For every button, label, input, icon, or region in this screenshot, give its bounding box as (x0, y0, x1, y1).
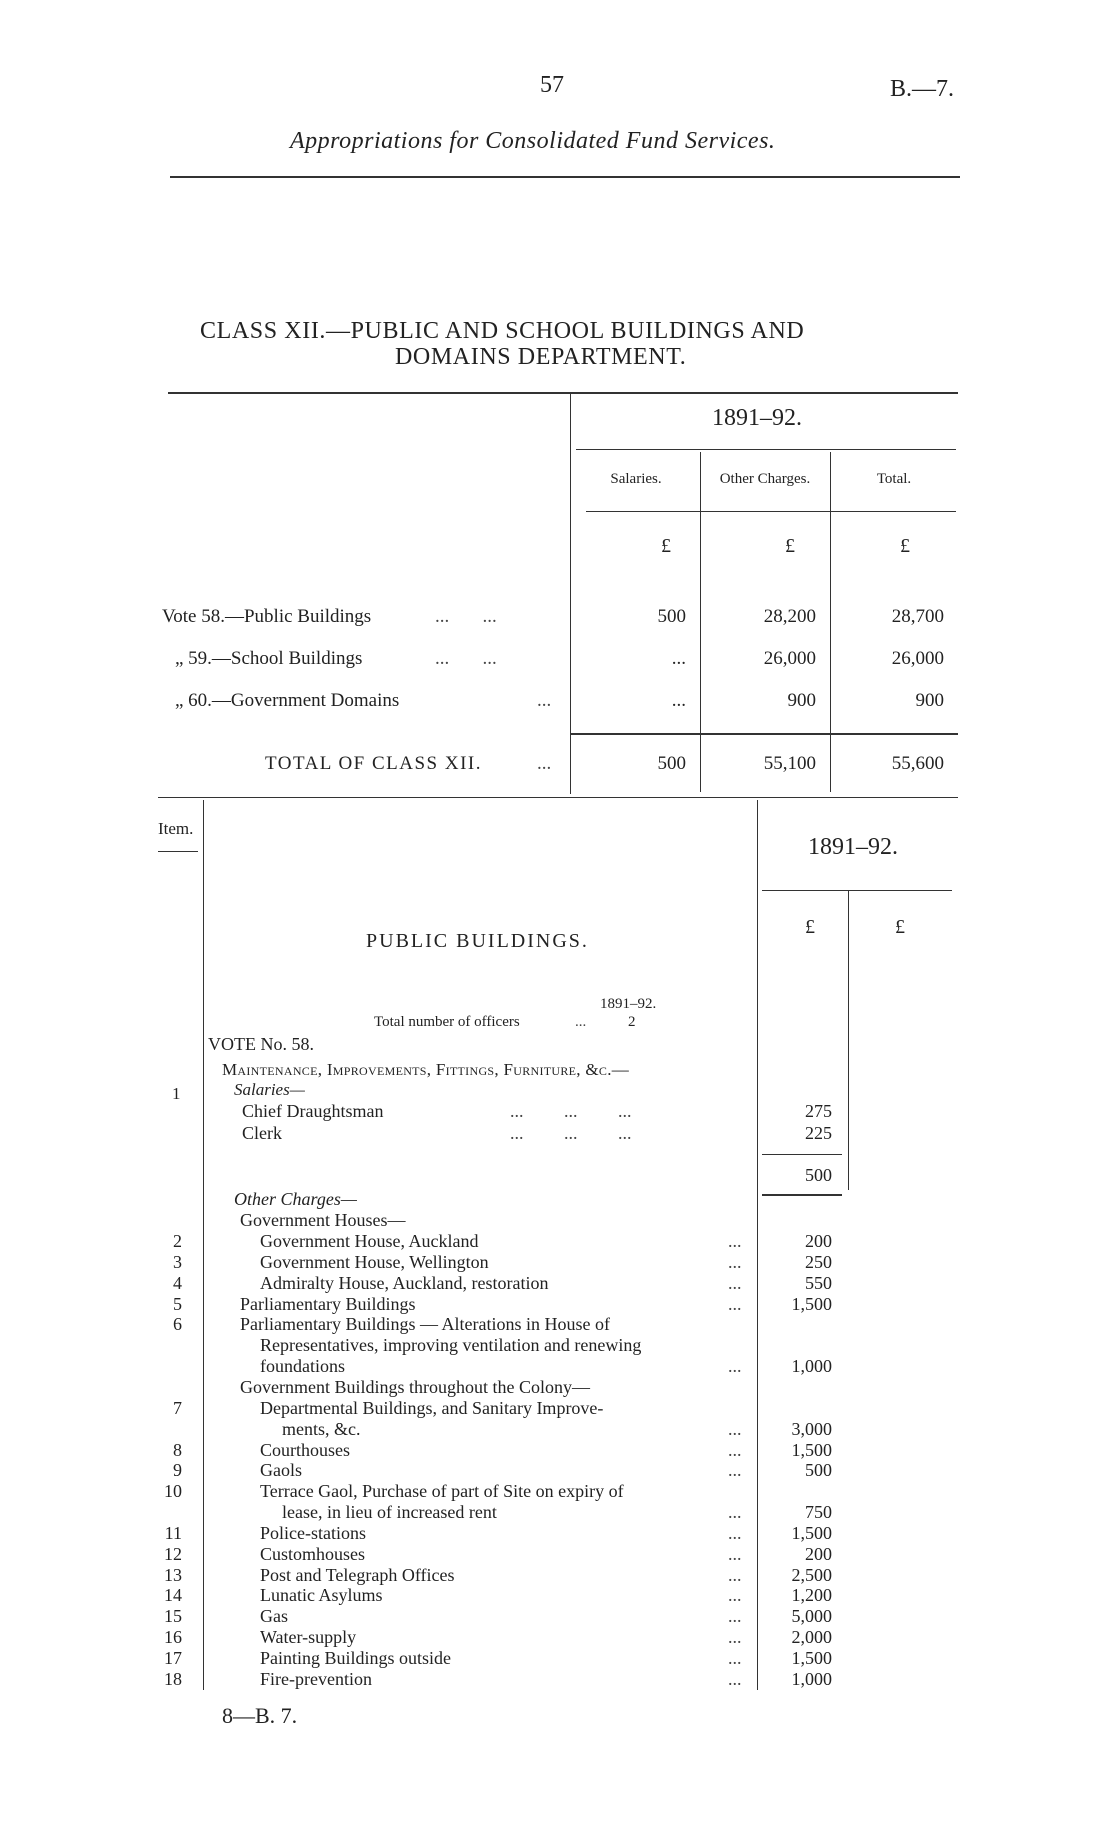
leader-dots: ... (728, 1294, 742, 1314)
summary-total: 28,700 (891, 606, 944, 627)
salary-amount: 275 (805, 1101, 832, 1121)
salary-amount: 225 (805, 1123, 832, 1143)
item-number: 9 (173, 1460, 182, 1480)
item-header-underline (158, 851, 198, 852)
item-column-rule (203, 800, 204, 1690)
line-item-amount: 1,000 (791, 1669, 832, 1689)
item-number: 14 (164, 1585, 182, 1605)
line-item-amount: 2,000 (791, 1627, 832, 1647)
officers-count: 2 (628, 1014, 636, 1030)
leader-dots: ... (575, 1014, 587, 1030)
detail-year-rule (762, 890, 952, 891)
item-number: 10 (164, 1481, 182, 1501)
item-number: 16 (164, 1627, 182, 1647)
summary-top-rule (168, 392, 958, 394)
leader-dots: ... (728, 1356, 742, 1376)
leader-dots: ... (728, 1565, 742, 1585)
item-number: 13 (164, 1565, 182, 1585)
line-item-text: foundations (260, 1356, 345, 1376)
line-item-text: Courthouses (260, 1440, 350, 1460)
other-charges-heading: Other Charges— (234, 1189, 357, 1209)
line-item-text: ments, &c. (282, 1419, 361, 1439)
summary-col-divider-1 (700, 452, 701, 792)
leader-dots: ... (728, 1523, 742, 1543)
page-number: 57 (540, 72, 564, 98)
summary-colheader-rule (586, 511, 956, 512)
item-number: 4 (173, 1273, 182, 1293)
item-column-header: Item. (158, 819, 194, 838)
line-item-amount: 550 (805, 1273, 832, 1293)
salaries-subtotal: 500 (805, 1165, 832, 1185)
line-item-amount: 500 (805, 1460, 832, 1480)
line-item-text: Departmental Buildings, and Sanitary Improve- (260, 1398, 604, 1418)
line-item-text: Parliamentary Buildings (240, 1294, 416, 1314)
summary-col-total: Total. (876, 471, 912, 487)
leader-dots: ... (537, 753, 552, 774)
line-item-amount: 3,000 (791, 1419, 832, 1439)
summary-other: 900 (787, 690, 816, 711)
government-houses-heading: Government Houses— (240, 1210, 406, 1230)
line-item-text: Government House, Auckland (260, 1231, 479, 1251)
summary-row-label: „ 60.—Government Domains (175, 690, 400, 711)
leader-dots: ... (537, 690, 552, 711)
leader-dots: ... (728, 1669, 742, 1689)
line-item-amount: 250 (805, 1252, 832, 1272)
line-item-text: Admiralty House, Auckland, restoration (260, 1273, 549, 1293)
leader-dots: ... (728, 1460, 742, 1480)
line-item-amount: 5,000 (791, 1606, 832, 1626)
line-item-text: Customhouses (260, 1544, 366, 1564)
summary-total-other: 55,100 (763, 753, 816, 774)
item-number: 17 (164, 1648, 182, 1668)
document-reference: B.—7. (890, 76, 955, 102)
summary-col-salaries: Salaries. (610, 471, 662, 487)
item-number: 11 (164, 1523, 182, 1543)
line-item-text: Water-supply (260, 1627, 357, 1647)
leader-dots: ... ... (435, 648, 497, 669)
line-item-amount: 1,000 (791, 1356, 832, 1376)
class-heading-line2: DOMAINS DEPARTMENT. (395, 344, 687, 370)
leader-dots: ... ... (435, 606, 497, 627)
line-item-text: Post and Telegraph Offices (260, 1565, 455, 1585)
line-item-text: Lunatic Asylums (260, 1585, 383, 1605)
item-number: 2 (173, 1231, 182, 1251)
line-item-text: lease, in lieu of increased rent (282, 1502, 497, 1522)
item-number: 6 (173, 1314, 182, 1334)
item-number: 15 (164, 1606, 182, 1626)
class-heading-line1: CLASS XII.—PUBLIC AND SCHOOL BUILDINGS AND (200, 318, 805, 344)
line-item-text: Parliamentary Buildings — Alterations in House of (240, 1314, 610, 1334)
salaries-subtotal-rule (762, 1154, 842, 1155)
summary-other: 28,200 (763, 606, 816, 627)
officers-label: Total number of officers (374, 1014, 520, 1030)
leader-dots: ... (728, 1627, 742, 1647)
header-rule (170, 176, 960, 178)
leader-dots: ... (728, 1648, 742, 1668)
summary-year-rule (576, 449, 956, 450)
leader-dots: ... (728, 1273, 742, 1293)
summary-total: 900 (915, 690, 944, 711)
item-number: 3 (173, 1252, 182, 1272)
summary-salaries: 500 (657, 606, 686, 627)
line-item-text: Fire-prevention (260, 1669, 372, 1689)
item-number: 5 (173, 1294, 182, 1314)
line-item-text: Government Buildings throughout the Colony— (240, 1377, 590, 1397)
summary-total-salaries: 500 (657, 753, 686, 774)
vote-number: VOTE No. 58. (208, 1034, 314, 1054)
summary-other: 26,000 (763, 648, 816, 669)
line-item-amount: 750 (805, 1502, 832, 1522)
summary-total-total: 55,600 (891, 753, 944, 774)
line-item-text: Gaols (260, 1460, 302, 1480)
line-item-amount: 1,200 (791, 1585, 832, 1605)
summary-row-label: „ 59.—School Buildings (175, 648, 363, 669)
salary-label: Clerk (242, 1123, 282, 1143)
summary-col-other: Other Charges. (719, 471, 811, 487)
section-title: PUBLIC BUILDINGS. (366, 930, 589, 952)
salaries-heading: Salaries— (234, 1080, 305, 1099)
leader-dots: ... (728, 1419, 742, 1439)
detail-year: 1891–92. (808, 834, 898, 860)
leader-dots: ... (728, 1606, 742, 1626)
summary-col-divider-2 (830, 452, 831, 792)
line-item-text: Representatives, improving ventilation and renewing (260, 1335, 642, 1355)
line-item-text: Terrace Gaol, Purchase of part of Site on expiry of (260, 1481, 624, 1501)
salary-label: Chief Draughtsman (242, 1101, 384, 1121)
summary-currency-1: £ (661, 535, 671, 557)
summary-total: 26,000 (891, 648, 944, 669)
item-number: 12 (164, 1544, 182, 1564)
line-item-amount: 1,500 (791, 1440, 832, 1460)
line-item-amount: 1,500 (791, 1648, 832, 1668)
line-item-amount: 1,500 (791, 1523, 832, 1543)
line-item-text: Painting Buildings outside (260, 1648, 452, 1668)
summary-total-rule (570, 733, 958, 735)
item-number: 1 (172, 1084, 181, 1103)
leader-dots: ... (728, 1440, 742, 1460)
leader-dots: ... (728, 1252, 742, 1272)
summary-row-label: Vote 58.—Public Buildings (162, 606, 372, 627)
leader-dots: ... (728, 1231, 742, 1251)
leader-dots: ... ... ... (510, 1123, 632, 1143)
page-subtitle: Appropriations for Consolidated Fund Services. (290, 128, 776, 154)
summary-total-label: TOTAL OF CLASS XII. (265, 753, 482, 774)
line-item-amount: 1,500 (791, 1294, 832, 1314)
leader-dots: ... (728, 1502, 742, 1522)
leader-dots: ... ... ... (510, 1101, 632, 1121)
leader-dots: ... (728, 1585, 742, 1605)
summary-salaries: ... (671, 648, 686, 669)
detail-currency-1: £ (805, 916, 815, 938)
summary-currency-2: £ (785, 535, 795, 557)
item-number: 8 (173, 1440, 182, 1460)
leader-dots: ... (728, 1544, 742, 1564)
item-number: 18 (164, 1669, 182, 1689)
amount-column-rule-left (757, 800, 758, 1690)
maintenance-heading: Maintenance, Improvements, Fittings, Furniture, &c.— (222, 1060, 630, 1079)
line-item-amount: 200 (805, 1231, 832, 1251)
summary-currency-3: £ (900, 535, 910, 557)
line-item-text: Government House, Wellington (260, 1252, 489, 1272)
detail-currency-2: £ (895, 916, 905, 938)
line-item-amount: 2,500 (791, 1565, 832, 1585)
summary-salaries: ... (671, 690, 686, 711)
footer-signature: 8—B. 7. (222, 1703, 298, 1728)
summary-year: 1891–92. (712, 405, 802, 431)
line-item-text: Police-stations (260, 1523, 366, 1543)
item-number: 7 (173, 1398, 182, 1418)
line-item-text: Gas (260, 1606, 288, 1626)
summary-bottom-rule (158, 797, 958, 798)
salaries-subtotal-underline (762, 1194, 842, 1196)
line-item-amount: 200 (805, 1544, 832, 1564)
officers-year: 1891–92. (600, 996, 657, 1012)
